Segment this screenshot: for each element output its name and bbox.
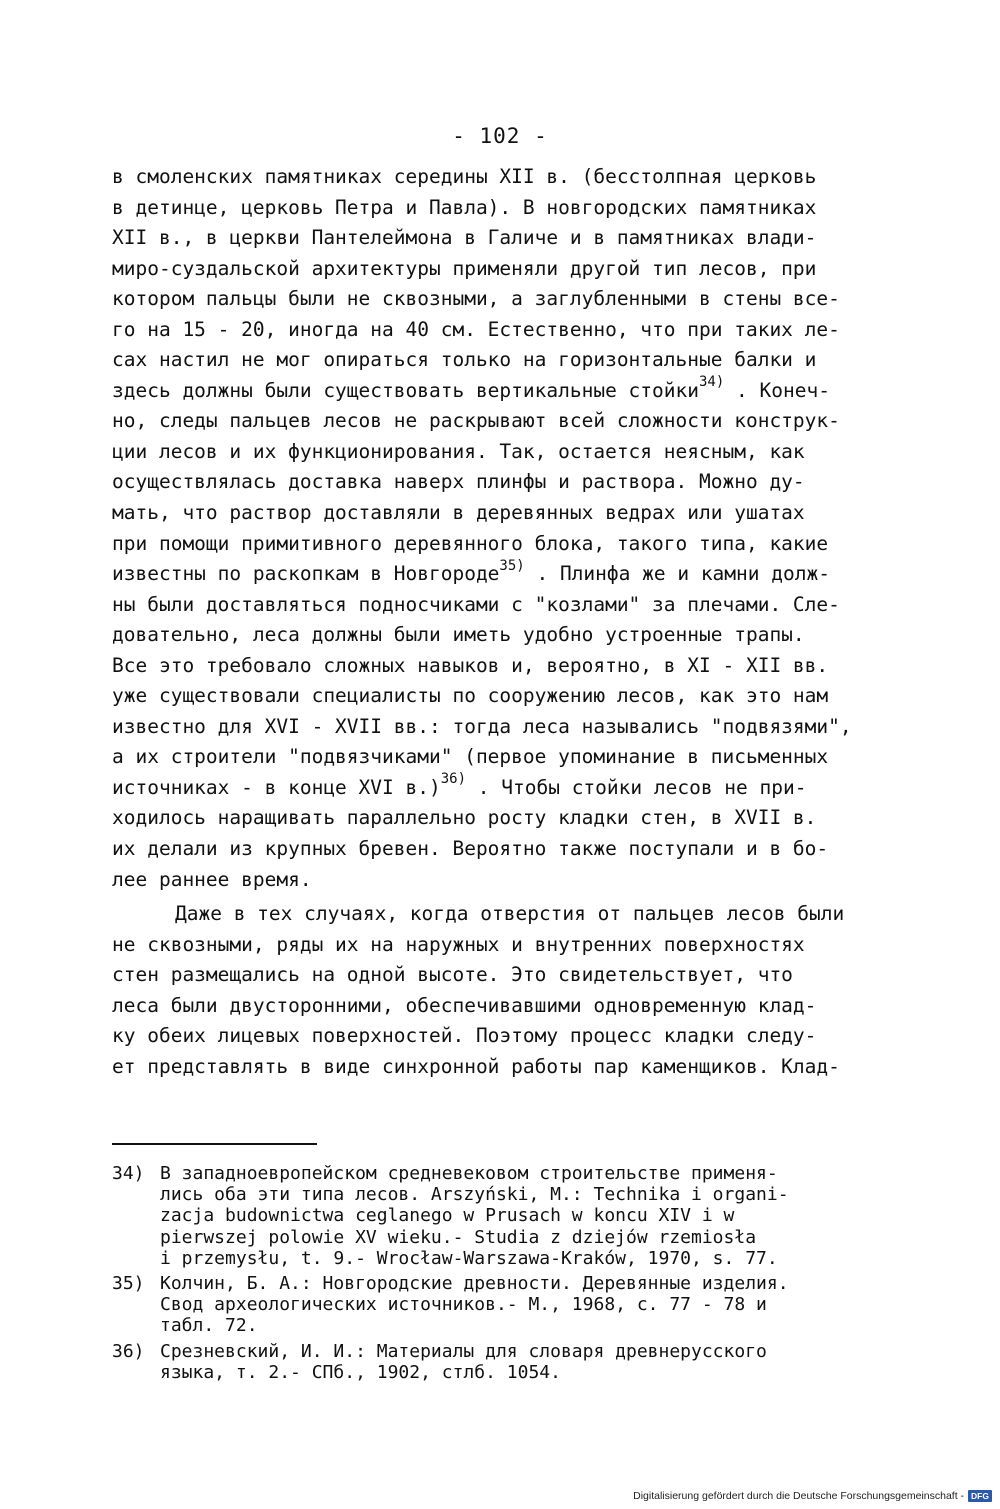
text-line: ет представлять в виде синхронной работы пар каменщиков. Клад-	[112, 1054, 840, 1078]
footnote-line: языка, т. 2.- СПб., 1902, стлб. 1054.	[160, 1361, 561, 1383]
footnote-number: 35)	[112, 1273, 145, 1295]
text-line: леса были двусторонними, обеспечивавшими одновременную клад-	[112, 993, 817, 1017]
footnote-line: Срезневский, И. И.: Материалы для словаря древнерусского	[160, 1340, 767, 1362]
text-line: осуществлялась доставка наверх плинфы и раствора. Можно ду-	[112, 470, 805, 494]
funding-text: Digitalisierung gefördert durch die Deutsche Forschungsgemeinschaft -	[633, 1490, 965, 1502]
footnote-line: лись оба эти типа лесов. Arszyński, M.: Technika i organi-	[160, 1184, 789, 1206]
text-line: довательно, леса должны были иметь удобно устроенные трапы.	[112, 623, 805, 647]
text-line: стен размещались на одной высоте. Это свидетельствует, что	[112, 963, 793, 987]
text-line: уже существовали специалисты по сооружению лесов, как это нам	[112, 684, 829, 708]
text-line: миро-суздальской архитектуры применяли другой тип лесов, при	[112, 256, 817, 280]
text-line: XII в., в церкви Пантелеймона в Галиче и в памятниках влади-	[112, 226, 817, 250]
footnote-ref-36[interactable]: 36)	[440, 771, 467, 788]
footnote-line: zacja budownictwa ceglanego w Prusach w koncu XIV i w	[160, 1205, 735, 1227]
footnote-line: Колчин, Б. А.: Новгородские древности. Деревянные изделия.	[160, 1273, 789, 1295]
footnote-line: i przemysłu, t. 9.- Wrocław-Warszawa-Kraków, 1970, s. 77.	[160, 1247, 778, 1269]
footnote-text	[160, 1273, 912, 1337]
footnote-number: 34)	[112, 1163, 145, 1184]
text-line: Даже в тех случаях, когда отверстия от пальцев лесов были	[175, 902, 845, 926]
footnote-text	[160, 1163, 912, 1269]
text-line: котором пальцы были не сквозными, а заглубленными в стены все-	[112, 287, 840, 311]
text-line: не сквозными, ряды их на наружных и внутренних поверхностях	[112, 932, 805, 956]
footnote-34	[112, 1163, 912, 1269]
text-line: при помощи примитивного деревянного блока, такого типа, какие	[112, 531, 829, 555]
footnote-line: Свод археологических источников.- М., 1968, с. 77 - 78 и	[160, 1294, 767, 1316]
text-line: ходилось наращивать параллельно росту кладки стен, в XVII в.	[112, 806, 817, 830]
footnote-ref-34[interactable]: 34)	[699, 374, 725, 391]
footnote-line: В западноевропейском средневековом строительстве применя-	[160, 1163, 778, 1184]
footnote-number: 36)	[112, 1340, 145, 1362]
dfg-logo-icon: DFG	[968, 1490, 992, 1502]
text-line	[112, 376, 902, 407]
page-number: - 102 -	[452, 124, 548, 148]
text-line	[112, 559, 902, 590]
text-line: мать, что раствор доставляли в деревянных ведрах или ушатах	[112, 501, 805, 525]
footnote-line: pierwszej polowie XV wieku.- Studia z dziejów rzemiosła	[160, 1226, 757, 1248]
footnote-divider	[112, 1143, 317, 1145]
text-line: в смоленских памятниках середины XII в. (бесстолпная церковь	[112, 165, 817, 188]
text-segment: . Чтобы стойки лесов не при-	[466, 775, 807, 799]
footnote-ref-35[interactable]: 35)	[499, 557, 525, 574]
text-line: их делали из крупных бревен. Вероятно также поступали и в бо-	[112, 837, 829, 861]
text-segment: здесь должны были существовать вертикальные стойки	[112, 378, 699, 402]
funding-notice	[633, 1490, 992, 1502]
footnote-36	[112, 1341, 912, 1383]
text-line: ции лесов и их функционирования. Так, остается неясным, как	[112, 439, 805, 463]
footnote-35	[112, 1273, 912, 1337]
text-line: ны были доставляться подносчиками с "козлами" за плечами. Сле-	[112, 592, 840, 616]
text-segment: . Плинфа же и камни долж-	[524, 562, 830, 586]
footnote-line: табл. 72.	[160, 1315, 258, 1337]
text-line: а их строители "подвязчиками" (первое упоминание в письменных	[112, 745, 829, 769]
text-line: сах настил не мог опираться только на горизонтальные балки и	[112, 348, 817, 372]
main-text	[112, 162, 902, 1082]
text-line: го на 15 - 20, иногда на 40 см. Естественно, что при таких ле-	[112, 317, 840, 341]
text-line: ку обеих лицевых поверхностей. Поэтому процесс кладки следу-	[112, 1024, 817, 1048]
text-segment: . Конеч-	[724, 378, 830, 402]
footnotes	[112, 1163, 912, 1387]
text-line: лее раннее время.	[112, 867, 312, 891]
text-segment: известны по раскопкам в Новгороде	[112, 562, 500, 586]
text-line: но, следы пальцев лесов не раскрывают всей сложности конструк-	[112, 409, 840, 433]
text-line: в детинце, церковь Петра и Павла). В новгородских памятниках	[112, 195, 817, 219]
footnote-text	[160, 1341, 912, 1383]
text-segment: источниках - в конце XVI в.)	[112, 775, 441, 799]
text-line	[112, 773, 902, 804]
text-line: Все это требовало сложных навыков и, вероятно, в XI - XII вв.	[112, 653, 829, 677]
text-line: известно для XVI - XVII вв.: тогда леса назывались "подвязями",	[112, 714, 852, 738]
